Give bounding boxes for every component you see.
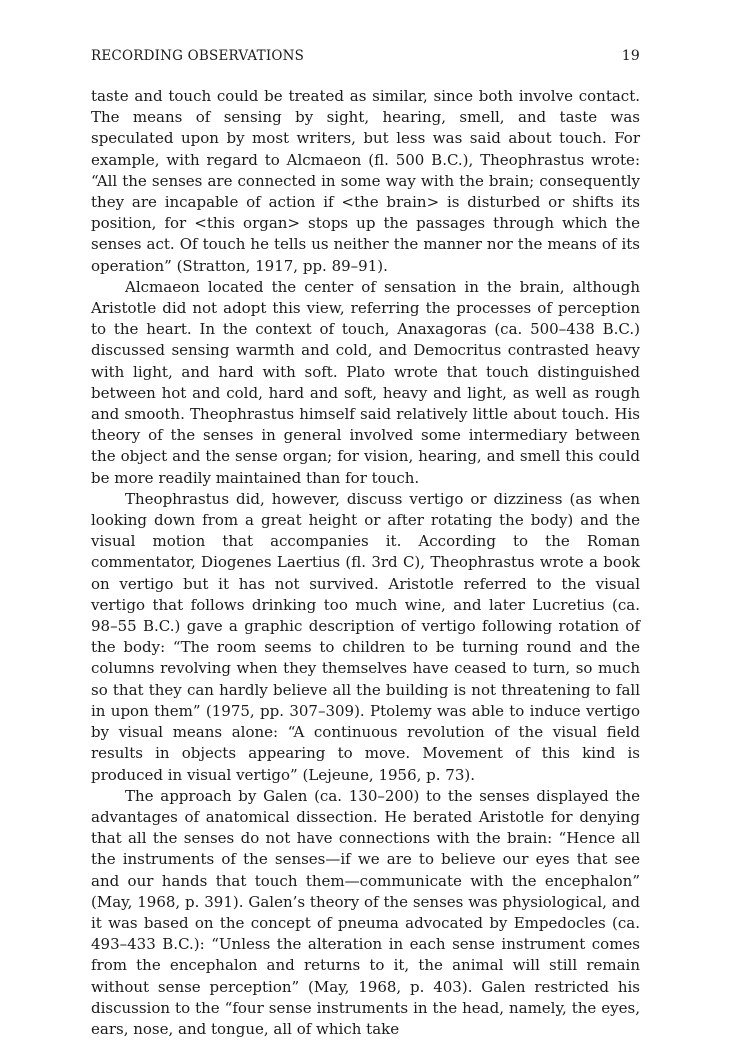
running-title: RECORDING OBSERVATIONS [91, 48, 305, 64]
paragraph-continuation: taste and touch could be treated as similar, since both involve contact. The means of sensing by sight, hearing, smell, and taste was speculated upon by most writers, but less was said about touch. For example, with regard to Alcmaeon (fl. 500 B.C.), Theophrastus wrote: “All the senses are connected in some way with the brain; consequently they are incapable of action if <the brain> is disturbed or shifts its position, for <this organ> stops up the passages through which the senses act. Of touch he tells us neither the manner nor the means of its operation” (Stratton, 1917, pp. 89–91). [91, 87, 640, 275]
paragraph-alcmaeon: Alcmaeon located the center of sensation in the brain, although Aristotle did not adopt this view, referring the processes of perception to the heart. In the context of touch, Anaxagoras (ca. 500–438 B.C.) discussed sensing warmth and cold, and Democritus contrasted heavy with light, and hard with soft. Plato wrote that touch distinguished between hot and cold, hard and soft, heavy and light, as well as rough and smooth. Theophrastus himself said relatively little about touch. His theory of the senses in general involved some intermediary between the object and the sense organ; for vision, hearing, and smell this could be more readily maintained than for touch. [91, 277, 640, 487]
paragraph-vertigo: Theophrastus did, however, discuss vertigo or dizziness (as when looking down from a great height or after rotating the body) and the visual motion that accompanies it. According to the Roman commentator, Diogenes Laertius (fl. 3rd C), Theophrastus wrote a book on vertigo but it has not survived. Aristotle referred to the visual vertigo that follows drinking too much wine, and later Lucretius (ca. 98–55 B.C.) gave a graphic description of vertigo following rotation of the body: “The room seems to children to be turning round and the columns revolving when they themselves have ceased to turn, so much so that they can hardly believe all the building is not threatening to fall in upon them” (1975, pp. 307–309). Ptolemy was able to induce vertigo by visual means alone: “A continuous revolution of the visual field results in objects appearing to move. Movement of this kind is produced in visual vertigo” (Lejeune, 1956, p. 73). [91, 489, 640, 784]
page-number: 19 [621, 48, 640, 64]
paragraph-galen: The approach by Galen (ca. 130–200) to the senses displayed the advantages of anatomical dissection. He berated Aristotle for denying that all the senses do not have connections with the brain: “Hence all the instruments of the senses—if we are to believe our eyes that see and our hands that touch them—communicate with the encephalon” (May, 1968, p. 391). Galen’s theory of the senses was physiological, and it was based on the concept of pneuma advocated by Empedocles (ca. 493–433 B.C.): “Unless the alteration in each sense instrument comes from the encephalon and returns to it, the animal will still remain without sense perception” (May, 1968, p. 403). Galen restricted his discussion to the “four sense instruments in the head, namely, the eyes, ears, nose, and tongue, all of which take [91, 786, 640, 1038]
body-text [91, 86, 640, 1040]
running-head [91, 45, 640, 67]
